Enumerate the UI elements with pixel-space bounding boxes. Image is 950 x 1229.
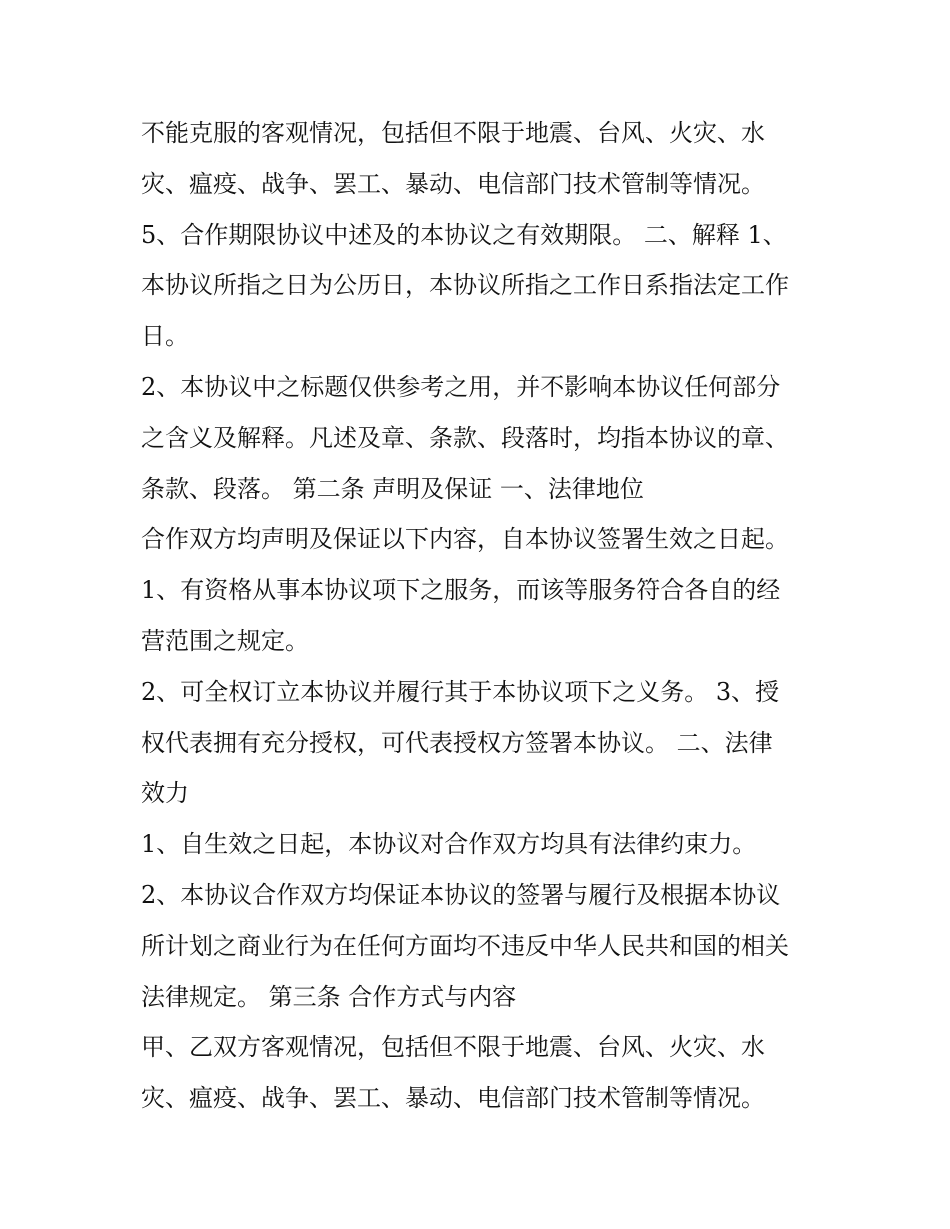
text-line: 本协议所指之日为公历日，本协议所指之工作日系指法定工作 xyxy=(141,271,789,300)
text-line: 5、合作期限协议中述及的本协议之有效期限。 二、解释 1、 xyxy=(141,220,787,249)
text-line: 日。 xyxy=(141,322,189,351)
text-line: 灾、瘟疫、战争、罢工、暴动、电信部门技术管制等情况。 xyxy=(141,1084,765,1113)
text-line: 权代表拥有充分授权，可代表授权方签署本协议。 二、法律 xyxy=(141,728,773,757)
text-line: 2、本协议中之标题仅供参考之用，并不影响本协议任何部分 xyxy=(141,372,781,401)
text-line: 法律规定。 第三条 合作方式与内容 xyxy=(141,982,517,1011)
text-line: 1、自生效之日起，本协议对合作双方均具有法律约束力。 xyxy=(141,830,757,859)
text-line: 不能克服的客观情况，包括但不限于地震、台风、火灾、水 xyxy=(141,119,765,147)
text-line: 条款、段落。 第二条 声明及保证 一、法律地位 xyxy=(141,474,644,503)
document-body xyxy=(141,108,821,1124)
text-line: 2、可全权订立本协议并履行其于本协议项下之义务。 3、授 xyxy=(141,677,780,706)
text-line: 之含义及解释。凡述及章、条款、段落时，均指本协议的章、 xyxy=(141,423,789,452)
text-line: 合作双方均声明及保证以下内容，自本协议签署生效之日起。 xyxy=(141,525,789,554)
text-line: 2、本协议合作双方均保证本协议的签署与履行及根据本协议 xyxy=(141,880,781,909)
text-line: 效力 xyxy=(141,779,189,808)
text-line: 1、有资格从事本协议项下之服务，而该等服务符合各自的经 xyxy=(141,576,781,605)
text-line: 营范围之规定。 xyxy=(141,626,309,655)
text-line: 甲、乙双方客观情况，包括但不限于地震、台风、火灾、水 xyxy=(141,1033,765,1062)
text-line: 所计划之商业行为在任何方面均不违反中华人民共和国的相关 xyxy=(141,931,789,960)
text-line: 灾、瘟疫、战争、罢工、暴动、电信部门技术管制等情况。 xyxy=(141,169,765,198)
